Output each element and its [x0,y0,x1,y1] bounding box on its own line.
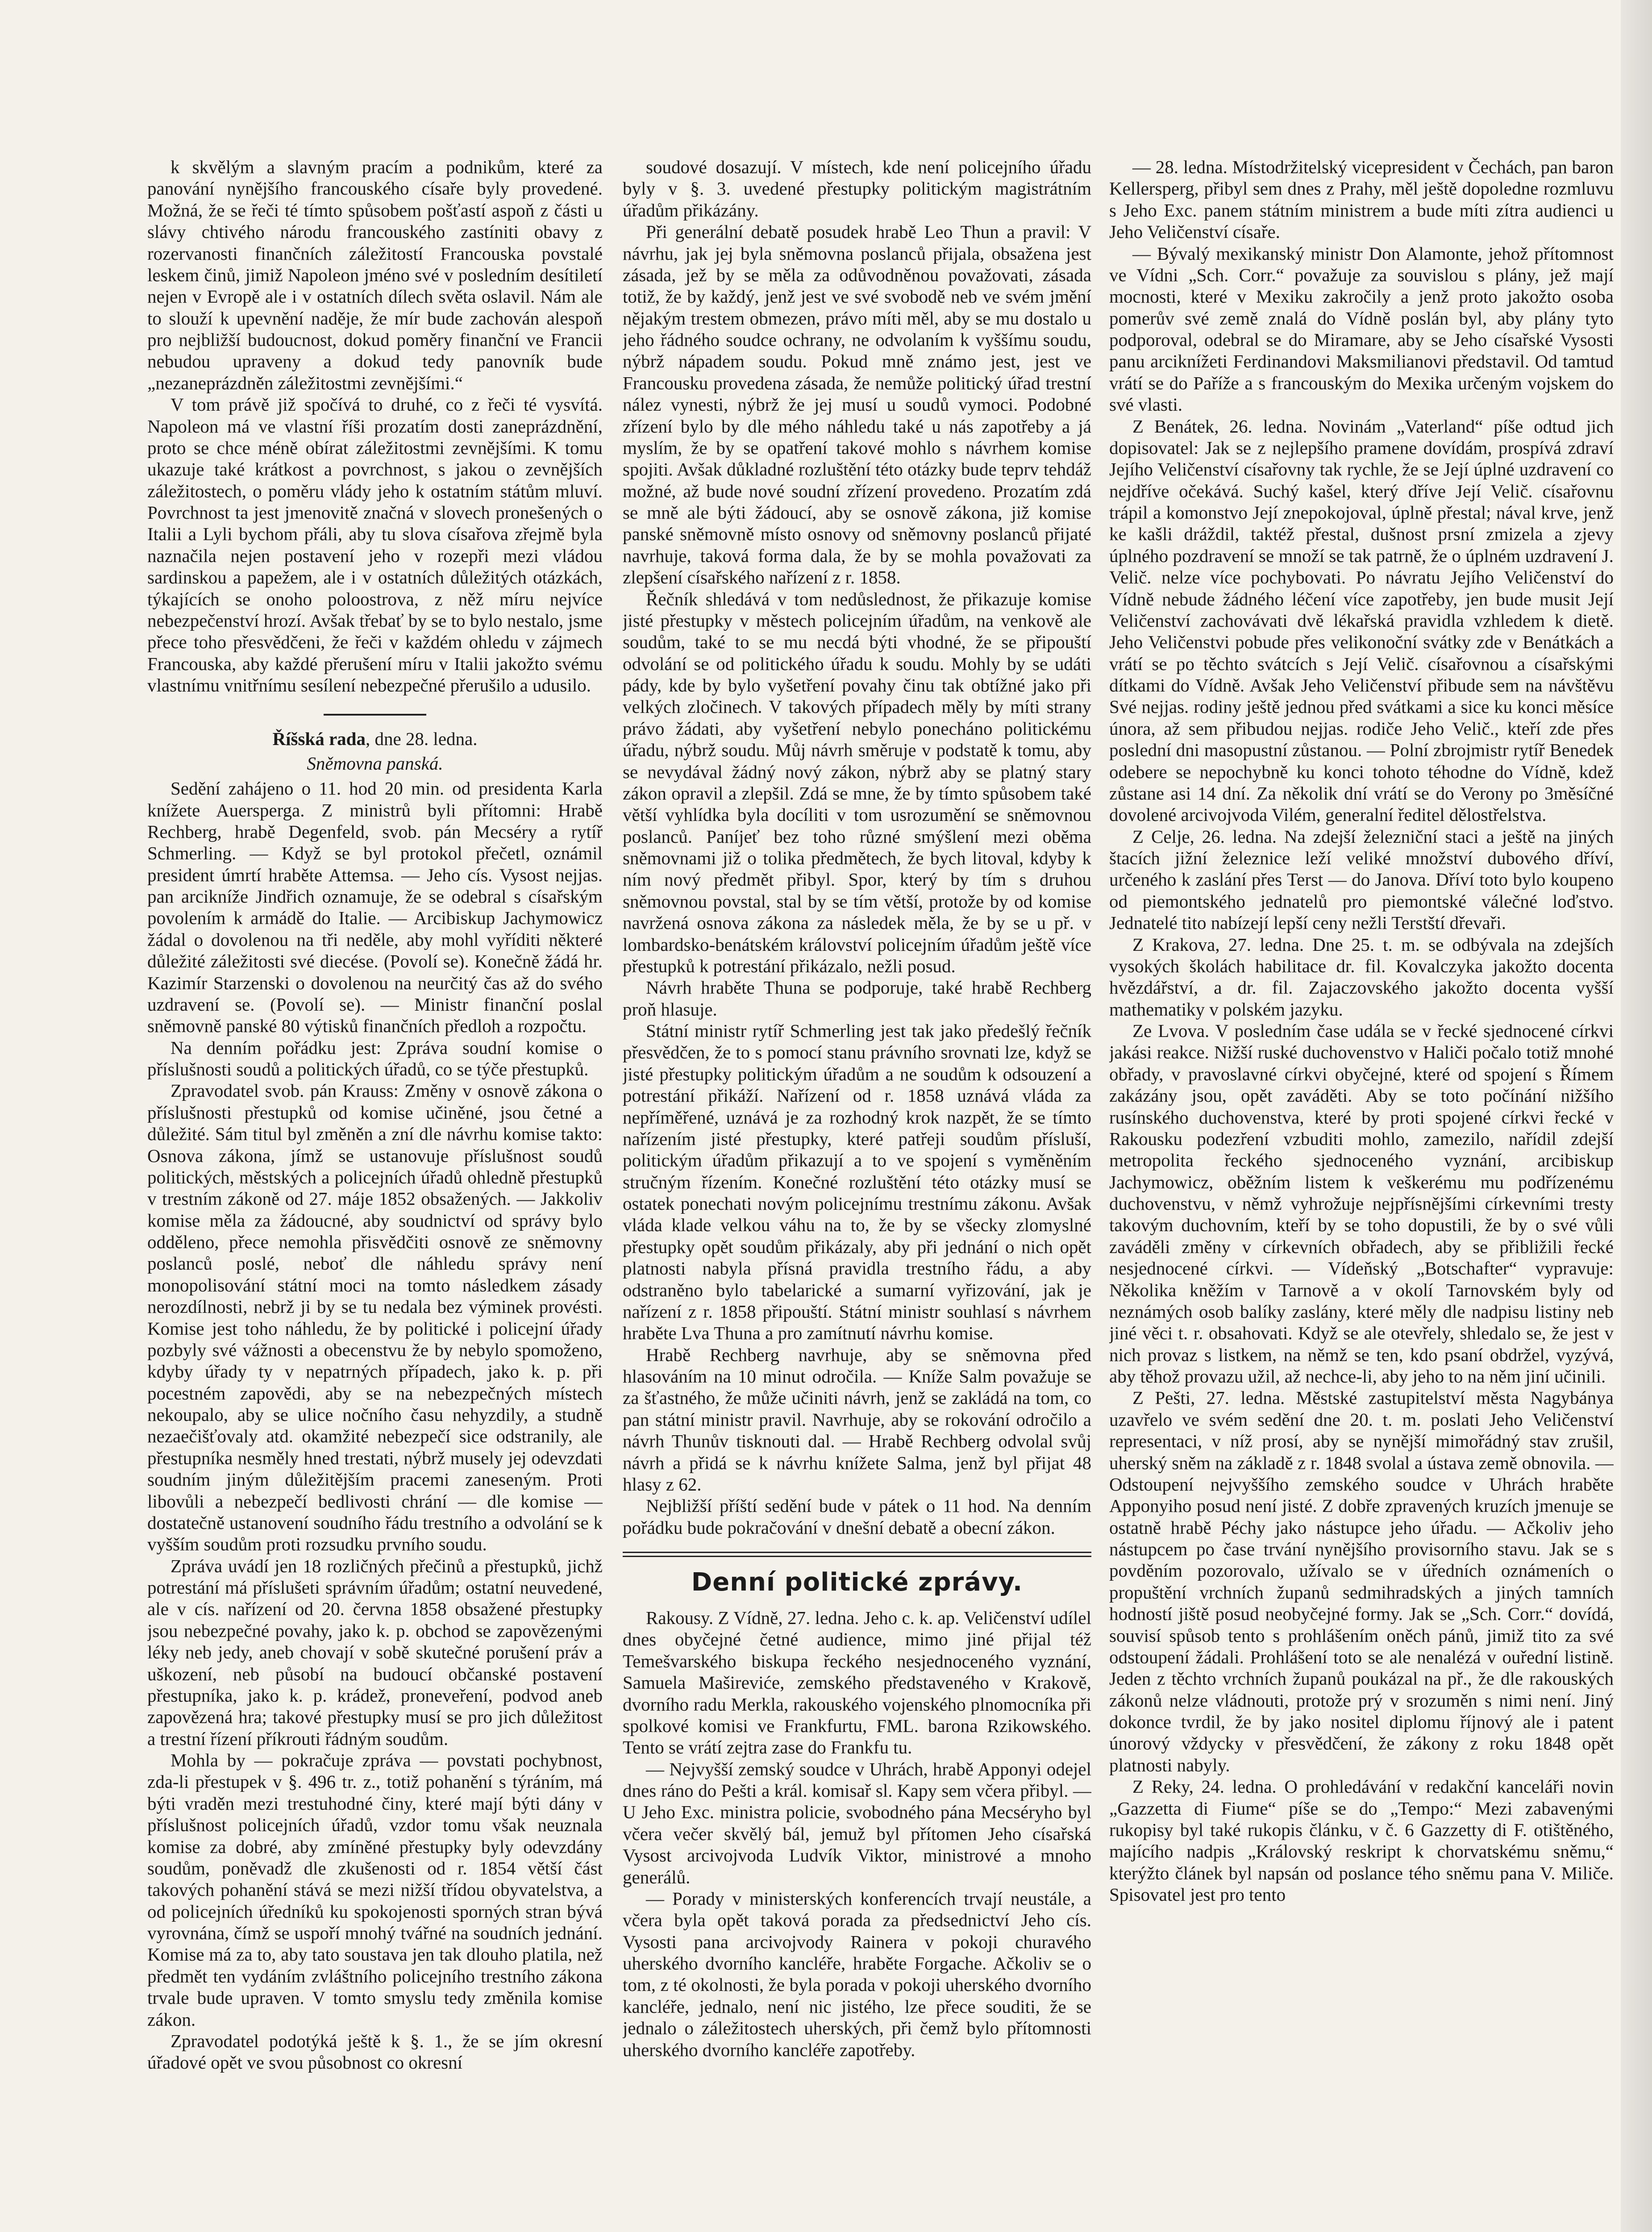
paragraph: Z Pešti, 27. ledna. Městské zastupitelství města Nagybánya uzavřelo ve svém sedění dne 20. t. m. poslati Jeho Veličenství representaci, v níž prosí, aby se nynější mimořádný stav zrušil, uherský sněm na základě z r. 1848 svolal a ústava země obnovila. — Odstoupení nejvyššího zemského soudce v Uhrách hraběte Apponyiho posud není jisté. Z dobře zpravených kruzích jmenuje se ostatně hrabě Péchy jako nástupce jeho úřadu. — Ačkoliv jeho nástupcem po čase trvání nynějšího provisorního stavu. Jak se s povděním pozorovalo, užívalo se v úředních oznámeních o propuštění vrchních županů sedmihradských a jiných tamních hodností jiště posud neobyčejné formy. Jak se „Sch. Corr.“ dovídá, souvisí spůsob tento s prohlášením oněch pánů, jimiž tito za své odstoupení žádali. Prohlášení toto se ale nenalézá v ouřední listině. Jeden z těchto vrchních županů poukázal na př., že dle rakouských zákonů nelze vládnouti, protože prý v srozuměn s nimi není. Jiný dokonce tvrdil, že by jako nositel diplomu říjnový ale i patent únorový vždycky v přesvědčení, že zákony z roku 1848 opět platnosti nabyly. [1109,1387,1614,1775]
paragraph: — Nejvyšší zemský soudce v Uhrách, hrabě Apponyi odejel dnes ráno do Pešti a král. komisař sl. Kapy sem včera přibyl. — U Jeho Exc. ministra policie, svobodného pána Mecséryho byl včera večer skvělý bál, jemuž byl přítomen Jeho císařská Vysost arcivojvoda Ludvík Viktor, ministrové a mnoho generálů. [623,1758,1091,1887]
section-heading [147,728,603,750]
paragraph: — 28. ledna. Místodržitelský vicepresident v Čechách, pan baron Kellersperg, přibyl sem dnes z Prahy, měl ještě dopoledne rozmluvu s Jeho Exc. panem státním ministrem a bude míti zítra audienci u Jeho Veličenství císaře. [1109,157,1614,242]
paragraph: Z Benátek, 26. ledna. Novinám „Vaterland“ píše odtud jich dopisovatel: Jak se z nejlepšího pramene dovídám, prospívá zdraví Jejího Veličenství císařovny tak rychle, že se Její úplné uzdravení co nejdříve očekává. Suchý kašel, který dříve Její Velič. císařovnu trápil a komonstvo Její znepokojoval, úplně přestal; nával krve, jenž ke kašli dráždil, taktéž přestal, dušnost prsní zmizela a zjevy úplného pozdravení se množí se tak patrně, že o úplném uzdravení J. Velič. nelze více pochybovati. Po návratu Jejího Veličenství do Vídně nebude žádného léčení více zapotřeby, jen bude musit Její Veličenství zachovávati dvě lékařská pravidla vzhledem k dietě. Jeho Veličenstvi pobude přes velikonoční svátky zde v Benátkách a vrátí se po těchto svátcích s Její Velič. císařovnou a císařskými dítkami do Vídně. Avšak Jeho Veličenství přibude sem na návštěvu Své nejjas. rodiny ještě jednou před svátkami a sice ku konci měsíce února, až sem přibudou nejjas. rodiče Jeho Velič., kteří zde přes poslední dni masopustní zůstanou. — Polní zbrojmistr rytíř Benedek odebere se nepochybně ku konci tohoto téhodne do Vídně, kdež zůstane asi 14 dní. Za několik dní vrátí se do Verony po 3měsíčné dovolené arcivojvoda Vilém, generalní ředitel dělostřelstva. [1109,416,1614,825]
paragraph: Při generální debatě posudek hrabě Leo Thun a pravil: V návrhu, jak jej byla sněmovna poslanců přijala, obsažena jest zásada, jež by se měla za odůvodněnou považovati, zásada totiž, že by každý, jenž jest ve své svobodě neb ve svém jmění nějakým trestem obmezen, právo míti měl, aby se mu dostalo u jeho řádného soudce ochrany, ne odvolaním k vyššímu soudu, nýbrž nápadem soudu. Pokud mně známo jest, jest ve Francousku provedena zásada, že nemůže politický úřad trestní nález vynesti, nýbrž že jej musí u soudů vymoci. Podobné zřízení bylo by dle mého náhledu také u nás zapotřeby a já myslím, že by se opatření takové mohlo s návrhem komise spojiti. Avšak důkladné rozluštění této otázky bude teprv tehdáž možné, až bude nové soudní zřízení provedeno. Prozatím zdá se mně ale býti žádoucí, aby se osnově zákona, již komise panské sněmovně místo osnovy od sněmovny poslanců přijaté navrhuje, taková forma dala, že by se mohla považovati za zlepšení císařského nařízení z r. 1858. [623,221,1091,588]
paragraph: k skvělým a slavným pracím a podnikům, které za panování nynějšího francouského císaře byly provedené. Možná, že se řeči té tímto spůsobem pošťastí aspoň z části u slávy chtivého národu francouského zastíniti obavy z rozervanosti finančních záležitostí Francouska povstalé leskem činů, jimiž Napoleon jméno své v posledním desítiletí nejen v Evropě ale i v ostatních dílech světa oslavil. Nám ale to slouží k upevnění naděje, že mír bude zachován alespoň pro nejbližší budoucnost, dokud poměry finanční ve Francii nebudou upraveny a dokud tedy panovník bude „nezaneprázdněn záležitostmi zevnějšími.“ [147,157,603,393]
section-subheading: Sněmovna panská. [307,753,443,774]
paragraph: Řečník shledává v tom nedůslednost, že přikazuje komise jisté přestupky v městech policejním úřadům, na venkově ale soudům, také to se mu necdá býti vhodné, že se připouští odvolání se od politického úřadu k soudu. Mohly by se udáti pády, kde by bylo vyšetření povahy činu tak obtížné jako při velkých zločinech. V takových případech měly by míti strany právo žádati, aby vyšetření nebylo ponecháno politickému úřadu, nýbrž soudu. Můj návrh směruje v podstatě k tomu, aby se nevydával žádný nový zákon, nýbrž aby se platný stary zákon opravil a zlepšil. Zdá se mne, že by tímto spůsobem také větší vyhlídka byla docíliti v tom usrozumění se sněmovnou poslanců. Paníjeť bez toho různé smýšlení mezi oběma sněmovnami již o tolika předmětech, že bych litoval, kdyby k ním nový předmět přibyl. Spor, který by tím s druhou sněmovnou povstal, stal by se tím větší, protože by od komise navržená osnova zákona za následek měla, že by se u př. v lombardsko-benátském království policejním úřadům ještě více přestupků k potrestání přikázalo, nežli posud. [623,588,1091,976]
paragraph: Rakousy. Z Vídně, 27. ledna. Jeho c. k. ap. Veličenství udílel dnes obyčejné četné audience, mimo jiné přijal též Temešvarského biskupa řeckého nesjednoceného vyznání, Samuela Mašireviće, zemského představeného v Krakově, dvorního radu Merkla, rakouského vojenského plnomocníka při spolkové komisi ve Frankfurtu, FML. barona Rzikowského. Tento se vrátí zejtra zase do Frankfu tu. [623,1607,1091,1758]
paragraph: Zpráva uvádí jen 18 rozličných přečinů a přestupků, jichž potrestání má příslušeti správním úřadům; ostatní neuvedené, ale v cís. nařízení od 20. června 1858 obsažené přestupky jsou nebezpečné povahy, jako k. p. obchod se zapovězenými léky neb jedy, aneb chovají v sobě skutečné porušení práv a uškození, neb působí na budoucí občanské postavení přestupníka, jako k. p. krádež, proneveření, podvod aneb zapovězená hra; takové přestupky musí se pro jich důležitost a trestní řízení příkrouti řádným soudům. [147,1555,603,1749]
paragraph: Nejbližší příští sedění bude v pátek o 11 hod. Na denním pořádku bude pokračování v dnešní debatě a obecní zákon. [623,1495,1091,1538]
column-1 [147,156,603,2232]
paragraph: V tom právě již spočívá to druhé, co z řeči té vysvítá. Napoleon má ve vlastní říši prozatím dosti zaneprázdnění, proto se chce méně obírat záležitostmi zevnějšími. K tomu ukazuje také krátkost a povrchnost, s jakou o zevnějších záležitostech, o poměru vlády jeho k ostatním státům mluví. Povrchnost ta jest jmenovitě značná v slovech pronešených o Italii a Lyli bychom přáli, aby tu slova císařova zřejmě byla naznačila nejen postavení jeho v rozepři mezi vládou sardinskou a papežem, ale i v ostatních důležitých otázkách, týkajících se onoho poloostrova, z něž míru nejvíce nebezpečenství hrozí. Avšak třebať by se to bylo nestalo, jsme přece toho přesvědčeni, že řeči v každém ohledu v zájmech Francouska, aby každé přerušení míru v Italii jakožto svému vlastnímu vnitřnímu sesílení nebezpečné přerušilo a udusilo. [147,394,603,695]
paragraph: soudové dosazují. V místech, kde není policejního úřadu byly v §. 3. uvedené přestupky politickým magistrátním úřadům přikázány. [623,157,1091,221]
section-title: Říšská rada [272,729,366,750]
paragraph: Z Celje, 26. ledna. Na zdejší železniční staci a ještě na jiných štacích jižní železnice leží veliké množství dubového dříví, určeného k zaslání přes Terst — do Janova. Dříví toto bylo koupeno od piemontského jednatelů pro piemontské válečné loďstvo. Jednatelé tito nabízejí lepší ceny nežli Terstští dřevaři. [1109,826,1614,933]
double-rule [623,1552,1091,1557]
paragraph: Sedění zahájeno o 11. hod 20 min. od presidenta Karla knížete Auersperga. Z ministrů byli přítomni: Hrabě Rechberg, hrabě Degenfeld, svob. pán Mecséry a rytíř Schmerling. — Když se byl protokol přečetl, oznámil president úmrtí hraběte Attemsa. — Jeho cís. Vysost nejjas. pan arcikníže Jindřich oznamuje, že se odebral s císařským povolením k armádě do Italie. — Arcibiskup Jachymowicz žádal o dovolenou na tři neděle, aby mohl vyříditi některé důležité záležitosti své diecése. (Povolí se). Konečně žádá hr. Kazimír Starzenski o dovolenou na neurčitý čas až do svého uzdravení se. (Povolí se). — Ministr finanční poslal sněmovně panské 80 výtisků finančních předloh a rozpočtu. [147,778,603,1037]
paragraph: Zpravodatel svob. pán Krauss: Změny v osnově zákona o příslušnosti přestupků od komise učiněné, jsou četné a důležité. Sám titul byl změněn a zní dle návrhu komise takto: Osnova zákona, jímž se ustanovuje příslušnost soudů politických, městských a policejních úřadů ohledně přestupků v trestním zákoně od 27. máje 1852 obsažených. — Jakkoliv komise měla za žádoucné, aby soudnictví od správy bylo odděleno, přece nemohla přisvědčiti osnově ze sněmovny poslanců poslé, neboť dle náhledu správy není monopolisování státní moci na tomto následkem zásady nerozdílnosti, nebrž ji by se tu nedala bez výminek provésti. Komise jest toho náhledu, že by politické i policejní úřady pozbyly své vážnosti a obecenstvu že by nebylo spomoženo, kdyby úřady ty v nepatrných případech, jako k. p. při pocestném zapovědi, aby se na nebezpečných místech nekoupalo, aby se ulice nočního času nehyzdily, a studně nezaečišťovaly atd. okamžité nebezpečí sice odstranily, ale přestupníka nesměly hned trestati, nýbrž musely jej odevzdati soudním jiným důležitějším pracemi zaneseným. Proti libovůli a nebezpečí bedlivosti chrání — dle komise — dostatečně ustanovení soudního řádu trestního a odvolání se k vyšším soudům proti rozsudku prvního soudu. [147,1080,603,1555]
paragraph: Státní ministr rytíř Schmerling jest tak jako předešlý řečník přesvědčen, že to s pomocí stanu právního srovnati lze, když se jisté přestupky politickým úřadům a ne soudům k odsouzení a potrestání přikáží. Nařízení od r. 1858 uznává vláda za nepříměřené, uznává je za rozhodný krok nazpět, že se tímto nařízením jisté přestupky, které patřeji soudům přísluší, politickým úřadům přikazují a to ve spojení s vyměněním stručným řízením. Konečné rozluštění této otázky musí se ostatek ponechati novým policejnímu trestnímu zákonu. Avšak vláda klade velkou váhu na to, že by se všecky zlomyslné přestupky opět soudům přikázaly, aby při jednání o nich opět platnosti nabyla přísná pravidla trestního řádu, a aby odstraněno bylo tabelarické a sumarní vyřizování, jak je nařízení z r. 1858 připouští. Státní ministr souhlasí s návrhem hraběte Lva Thuna a pro zamítnutí návrhu komise. [623,1020,1091,1344]
news-headline: Denní politické zprávy. [691,1568,1023,1597]
page-edge [1621,0,1652,2232]
section-divider [324,714,426,716]
paragraph: Z Krakova, 27. ledna. Dne 25. t. m. se odbývala na zdejších vysokých školách habilitace dr. fil. Kovalczyka jakožto docenta hvězdářství, a dr. fil. Zajaczovského jakožto docenta vyšší mathematiky v polském jazyku. [1109,934,1614,1020]
paragraph: — Bývalý mexikanský ministr Don Alamonte, jehož přítomnost ve Vídni „Sch. Corr.“ považuje za souvislou s plány, jež mají mocnosti, které v Mexiku zakročily a jenž proto jakožto osoba pomerův své země znalá do Vídně poslán byl, aby plány tyto podporoval, odebral se do Miramare, aby se Jeho císařské Vysosti panu arciknížeti Ferdinandovi Maksmilianovi představil. Od tamtud vrátí se do Paříže a s francouským do Mexika určeným vojskem do své vlasti. [1109,243,1614,415]
paragraph: Na denním pořádku jest: Zpráva soudní komise o příslušnosti soudů a politických úřadů, co se týče přestupků. [147,1037,603,1079]
paragraph: — Porady v ministerských konferencích trvají neustále, a včera byla opět taková porada za předsednictví Jeho cís. Vysosti pana arcivojvody Rainera v pokoji churavého uherského dvorního kancléře, hraběte Forgache. Ačkoliv se o tom, z té okolnosti, že byla porada v pokoji uherského dvorního kancléře, jednalo, není nic jistého, lze přece souditi, že se jednalo o záležitostech uherských, při čemž bylo přítomnosti uherského dvorního kancléře zapotřeby. [623,1888,1091,2060]
column-3 [1109,156,1614,2232]
paragraph: Ze Lvova. V posledním čase udála se v řecké sjednocené církvi jakási reakce. Nižší ruské duchovenstvo v Haliči počalo totiž mnohé obřady, v pravoslavné církvi obyčejné, které od spojení s Římem zakázány jsou, opět zaváděti. Aby se toto počínání nižšího rusínského duchovenstva, které by proti spojené církvi řecké v Rakousku podezření vzbuditi mohlo, zamezilo, nařídil zdejší metropolita řeckého sjednoceného vyznání, arcibiskup Jachymowicz, oběžním listem k veškerému mu podřízenému duchovenstvu, v němž vyhrožuje nejpřísnějšími církevními tresty takovým duchovním, kteří by se toho dopustili, že by o své vůli zaváděli změny v církevních obřadech, aby se přibližili řecké nesjednocené církvi. — Vídeňský „Botschafter“ vypravuje: Několika kněžím v Tarnově a v okolí Tarnovském byly od neznámých osob balíky zaslány, které měly dle nadpisu listiny neb jiné věci t. r. obsahovati. Když se ale otevřely, shledalo se, že jest v nich provaz s listkem, na němž se ten, kdo psaní obdržel, vyzývá, aby těhož provazu užil, až nechce-li, aby jeho to na něm jiní učinili. [1109,1020,1614,1387]
paragraph: Zpravodatel podotýká ještě k §. 1., že se jím okresní úřadové opět ve svou působnost co okresní [147,2030,603,2073]
paragraph: Mohla by — pokračuje zpráva — povstati pochybnost, zda-li přestupek v §. 496 tr. z., totiž pohanění s týráním, má býti vraděn mezi trestuhodné činy, které mají býti dány v příslušnost policejních úřadů, vzdor tomu však neuznala komise za dobré, aby zmíněné přestupky byly odevzdány soudům, poněvadž dle zkušenosti od r. 1854 větší část takových pohanění stává se mezi nižší třídou obyvatelstva, a od policejních úředníků ku spokojenosti sporných stran bývá vyrovnána, čímž se uspoří mnohý tvářné na soudních jednání. Komise má za to, aby tato soustava jen tak dlouho platila, než předmět ten vydáním zvláštního policejního trestního zákona trvale bude upraven. V tomto smyslu tedy změnila komise zákon. [147,1750,603,2030]
paragraph: Hrabě Rechberg navrhuje, aby se sněmovna před hlasováním na 10 minut odročila. — Kníže Salm považuje se za šťastného, že může učiniti návrh, jenž se zakládá na tom, co pan státní ministr pravil. Navrhuje, aby se rokování odročilo a návrh Thunův tisknouti dal. — Hrabě Rechberg odvolal svůj návrh a přidá se k návrhu knížete Salma, jenž byl přijat 48 hlasy z 62. [623,1344,1091,1495]
paragraph: Z Reky, 24. ledna. O prohledávání v redakční kanceláři novin „Gazzetta di Fiume“ píše se do „Tempo:“ Mezi zabavenými rukopisy byl také rukopis článku, v č. 6 Gazzetty di F. otištěného, majícího nadpis „Královský reskript k chorvatskému sněmu,“ kterýžto článek byl napsán od poslance tého sněmu pana V. Miliče. Spisovatel jest pro tento [1109,1776,1614,1905]
column-2 [623,156,1091,2232]
paragraph: Návrh hraběte Thuna se podporuje, také hrabě Rechberg proň hlasuje. [623,977,1091,1020]
section-date: , dne 28. ledna. [365,729,478,750]
